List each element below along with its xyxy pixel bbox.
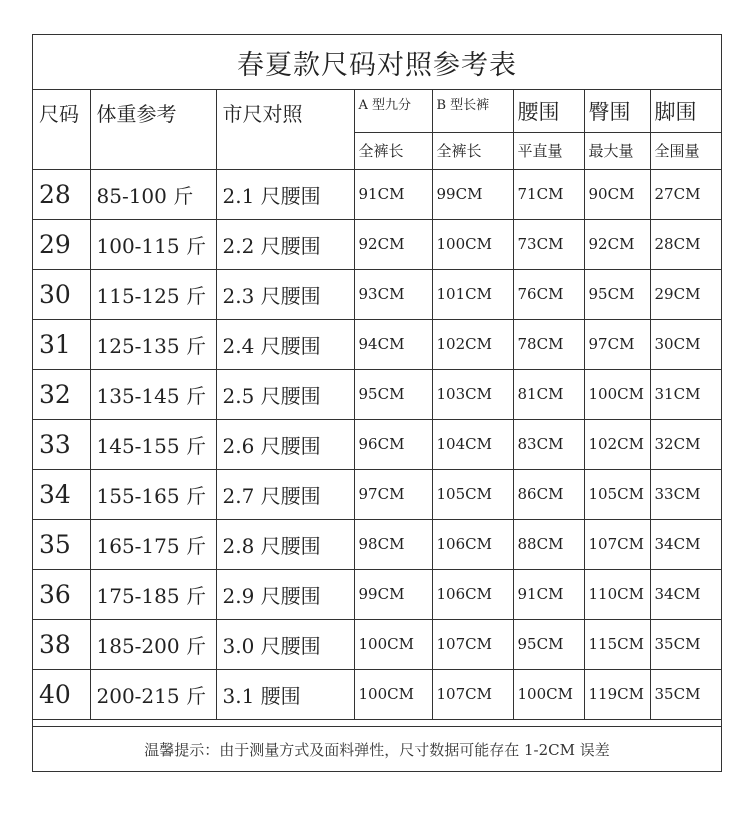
cell-waist: 91CM	[513, 569, 584, 619]
cell-length-b: 107CM	[432, 619, 513, 669]
cell-waist: 78CM	[513, 319, 584, 369]
measurement-note: 温馨提示：由于测量方式及面料弹性，尺寸数据可能存在 1-2CM 误差	[33, 726, 721, 771]
cell-weight: 200-215 斤	[90, 669, 216, 719]
cell-hem: 27CM	[650, 169, 721, 219]
cell-hem: 33CM	[650, 469, 721, 519]
header-waist: 腰围	[513, 90, 584, 132]
cell-weight: 135-145 斤	[90, 369, 216, 419]
cell-hip: 102CM	[584, 419, 650, 469]
size-chart	[32, 34, 722, 772]
cell-length-b: 101CM	[432, 269, 513, 319]
cell-waist-ref: 2.5 尺腰围	[216, 369, 354, 419]
cell-waist-ref: 3.0 尺腰围	[216, 619, 354, 669]
cell-weight: 100-115 斤	[90, 219, 216, 269]
cell-length-a: 99CM	[354, 569, 432, 619]
cell-hip: 119CM	[584, 669, 650, 719]
cell-hem: 35CM	[650, 669, 721, 719]
sub-header-a: 全裤长	[354, 132, 432, 169]
cell-hem: 34CM	[650, 519, 721, 569]
cell-hip: 110CM	[584, 569, 650, 619]
cell-size: 29	[33, 219, 90, 269]
table-row	[33, 269, 721, 319]
cell-weight: 115-125 斤	[90, 269, 216, 319]
cell-weight: 145-155 斤	[90, 419, 216, 469]
table-row	[33, 619, 721, 669]
header-waist-ref: 市尺对照	[216, 90, 354, 169]
header-type-a: A 型九分	[354, 90, 432, 132]
cell-hem: 35CM	[650, 619, 721, 669]
cell-size: 28	[33, 169, 90, 219]
cell-length-a: 98CM	[354, 519, 432, 569]
cell-hip: 107CM	[584, 519, 650, 569]
size-table	[33, 90, 721, 720]
cell-size: 31	[33, 319, 90, 369]
cell-hem: 28CM	[650, 219, 721, 269]
cell-size: 40	[33, 669, 90, 719]
cell-hip: 95CM	[584, 269, 650, 319]
cell-waist: 86CM	[513, 469, 584, 519]
cell-length-b: 106CM	[432, 519, 513, 569]
cell-length-b: 105CM	[432, 469, 513, 519]
cell-length-a: 97CM	[354, 469, 432, 519]
cell-length-a: 93CM	[354, 269, 432, 319]
sub-header-b: 全裤长	[432, 132, 513, 169]
cell-weight: 165-175 斤	[90, 519, 216, 569]
cell-size: 30	[33, 269, 90, 319]
cell-length-b: 104CM	[432, 419, 513, 469]
cell-size: 38	[33, 619, 90, 669]
sub-header-hem: 全围量	[650, 132, 721, 169]
header-hip: 臀围	[584, 90, 650, 132]
cell-waist-ref: 2.8 尺腰围	[216, 519, 354, 569]
table-row	[33, 219, 721, 269]
cell-waist-ref: 2.7 尺腰围	[216, 469, 354, 519]
cell-hip: 105CM	[584, 469, 650, 519]
cell-hem: 31CM	[650, 369, 721, 419]
cell-length-b: 100CM	[432, 219, 513, 269]
header-hem: 脚围	[650, 90, 721, 132]
table-row	[33, 419, 721, 469]
cell-length-b: 102CM	[432, 319, 513, 369]
cell-size: 35	[33, 519, 90, 569]
cell-waist: 83CM	[513, 419, 584, 469]
cell-length-a: 100CM	[354, 669, 432, 719]
cell-size: 32	[33, 369, 90, 419]
cell-weight: 125-135 斤	[90, 319, 216, 369]
cell-size: 34	[33, 469, 90, 519]
cell-waist: 73CM	[513, 219, 584, 269]
cell-length-a: 95CM	[354, 369, 432, 419]
cell-hem: 29CM	[650, 269, 721, 319]
header-size: 尺码	[33, 90, 90, 169]
table-row	[33, 669, 721, 719]
sub-header-hip: 最大量	[584, 132, 650, 169]
cell-hip: 90CM	[584, 169, 650, 219]
cell-size: 33	[33, 419, 90, 469]
cell-waist-ref: 2.9 尺腰围	[216, 569, 354, 619]
cell-waist-ref: 2.6 尺腰围	[216, 419, 354, 469]
cell-waist-ref: 3.1 腰围	[216, 669, 354, 719]
table-row	[33, 569, 721, 619]
cell-length-b: 106CM	[432, 569, 513, 619]
cell-length-b: 103CM	[432, 369, 513, 419]
table-row	[33, 369, 721, 419]
cell-waist: 88CM	[513, 519, 584, 569]
cell-length-a: 96CM	[354, 419, 432, 469]
header-type-b: B 型长裤	[432, 90, 513, 132]
cell-hem: 32CM	[650, 419, 721, 469]
cell-length-a: 100CM	[354, 619, 432, 669]
cell-hem: 34CM	[650, 569, 721, 619]
cell-length-a: 91CM	[354, 169, 432, 219]
cell-hip: 92CM	[584, 219, 650, 269]
cell-length-b: 99CM	[432, 169, 513, 219]
cell-waist: 100CM	[513, 669, 584, 719]
cell-hem: 30CM	[650, 319, 721, 369]
table-row	[33, 319, 721, 369]
cell-waist-ref: 2.4 尺腰围	[216, 319, 354, 369]
header-weight: 体重参考	[90, 90, 216, 169]
cell-length-a: 94CM	[354, 319, 432, 369]
cell-waist: 81CM	[513, 369, 584, 419]
chart-title: 春夏款尺码对照参考表	[33, 35, 721, 90]
cell-waist: 71CM	[513, 169, 584, 219]
cell-weight: 85-100 斤	[90, 169, 216, 219]
cell-waist-ref: 2.1 尺腰围	[216, 169, 354, 219]
table-row	[33, 469, 721, 519]
cell-waist-ref: 2.2 尺腰围	[216, 219, 354, 269]
cell-weight: 185-200 斤	[90, 619, 216, 669]
cell-weight: 175-185 斤	[90, 569, 216, 619]
cell-hip: 115CM	[584, 619, 650, 669]
header-row-top	[33, 90, 721, 132]
cell-length-b: 107CM	[432, 669, 513, 719]
sub-header-waist: 平直量	[513, 132, 584, 169]
table-row	[33, 169, 721, 219]
cell-waist: 76CM	[513, 269, 584, 319]
cell-weight: 155-165 斤	[90, 469, 216, 519]
cell-hip: 100CM	[584, 369, 650, 419]
cell-waist-ref: 2.3 尺腰围	[216, 269, 354, 319]
cell-hip: 97CM	[584, 319, 650, 369]
cell-length-a: 92CM	[354, 219, 432, 269]
cell-size: 36	[33, 569, 90, 619]
table-row	[33, 519, 721, 569]
cell-waist: 95CM	[513, 619, 584, 669]
